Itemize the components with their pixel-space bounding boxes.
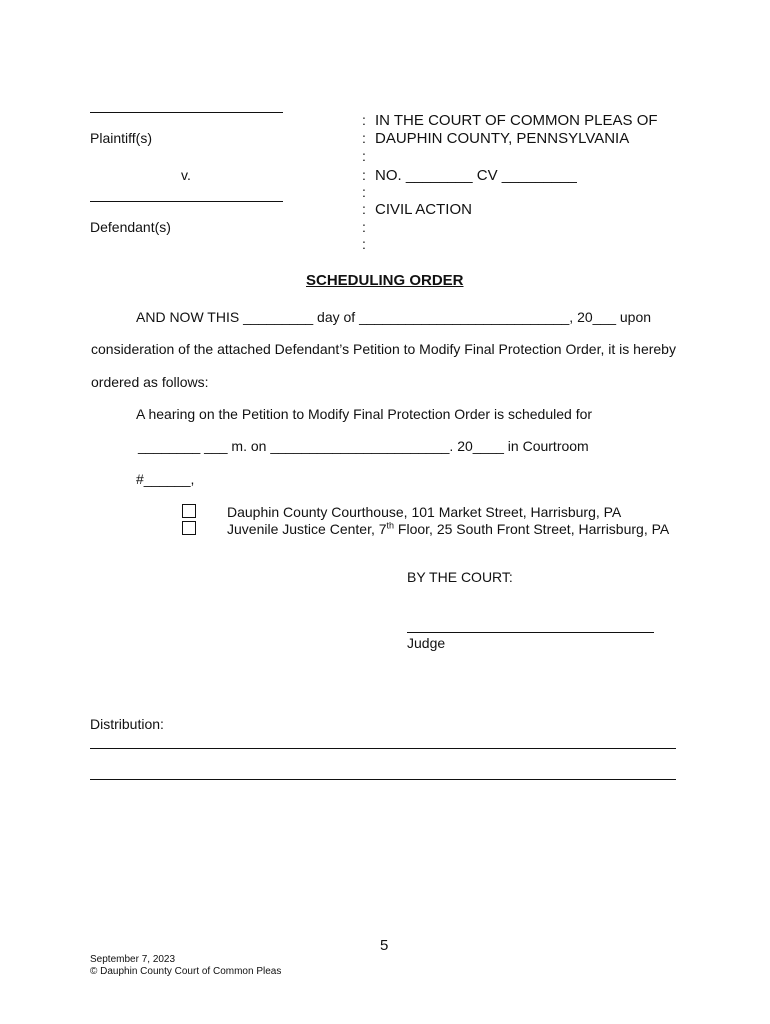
docket-number: NO. ________ CV _________	[375, 167, 577, 184]
courthouse-option-label: Dauphin County Courthouse, 101 Market Street, Harrisburg, PA	[227, 504, 622, 520]
body-line-5: ________ ___ m. on _______________________. 20____ in Courtroom	[138, 438, 589, 454]
body-line-6: #______,	[136, 471, 195, 487]
body-line-1: AND NOW THIS _________ day of ___________________________, 20___ upon	[136, 309, 652, 325]
court-name-line1: IN THE COURT OF COMMON PLEAS OF	[375, 112, 658, 129]
distribution-line-2[interactable]	[90, 779, 676, 780]
defendant-label: Defendant(s)	[90, 219, 171, 235]
defendant-name-line[interactable]	[90, 201, 283, 202]
body-line-3: ordered as follows:	[91, 374, 209, 390]
caption-colon: :	[362, 184, 366, 200]
judge-label: Judge	[407, 635, 446, 651]
distribution-label: Distribution:	[90, 716, 164, 732]
caption-colon: :	[362, 148, 366, 164]
document-title: SCHEDULING ORDER	[306, 272, 464, 289]
body-line-2: consideration of the attached Defendant’s Petition to Modify Final Protection Order, it is hereby	[91, 341, 676, 357]
juvenile-center-checkbox[interactable]	[182, 521, 196, 535]
juvenile-center-option-label: Juvenile Justice Center, 7th Floor, 25 South Front Street, Harrisburg, PA	[227, 520, 670, 537]
page-number: 5	[380, 937, 389, 954]
footer-copyright: © Dauphin County Court of Common Pleas	[90, 966, 282, 977]
caption-colon: :	[362, 112, 366, 128]
judge-signature-line[interactable]	[407, 632, 654, 633]
civil-action-label: CIVIL ACTION	[375, 201, 472, 218]
body-line-4: A hearing on the Petition to Modify Final Protection Order is scheduled for	[136, 406, 593, 422]
courthouse-checkbox[interactable]	[182, 504, 196, 518]
caption-colon: :	[362, 236, 366, 252]
versus-label: v.	[181, 167, 191, 183]
footer-date: September 7, 2023	[90, 954, 176, 965]
caption-colon: :	[362, 219, 366, 235]
caption-colon: :	[362, 167, 366, 183]
plaintiff-label: Plaintiff(s)	[90, 130, 152, 146]
by-the-court-label: BY THE COURT:	[407, 569, 513, 585]
court-name-line2: DAUPHIN COUNTY, PENNSYLVANIA	[375, 130, 630, 147]
caption-colon: :	[362, 201, 366, 217]
caption-colon: :	[362, 130, 366, 146]
distribution-line-1[interactable]	[90, 748, 676, 749]
plaintiff-name-line[interactable]	[90, 112, 283, 113]
